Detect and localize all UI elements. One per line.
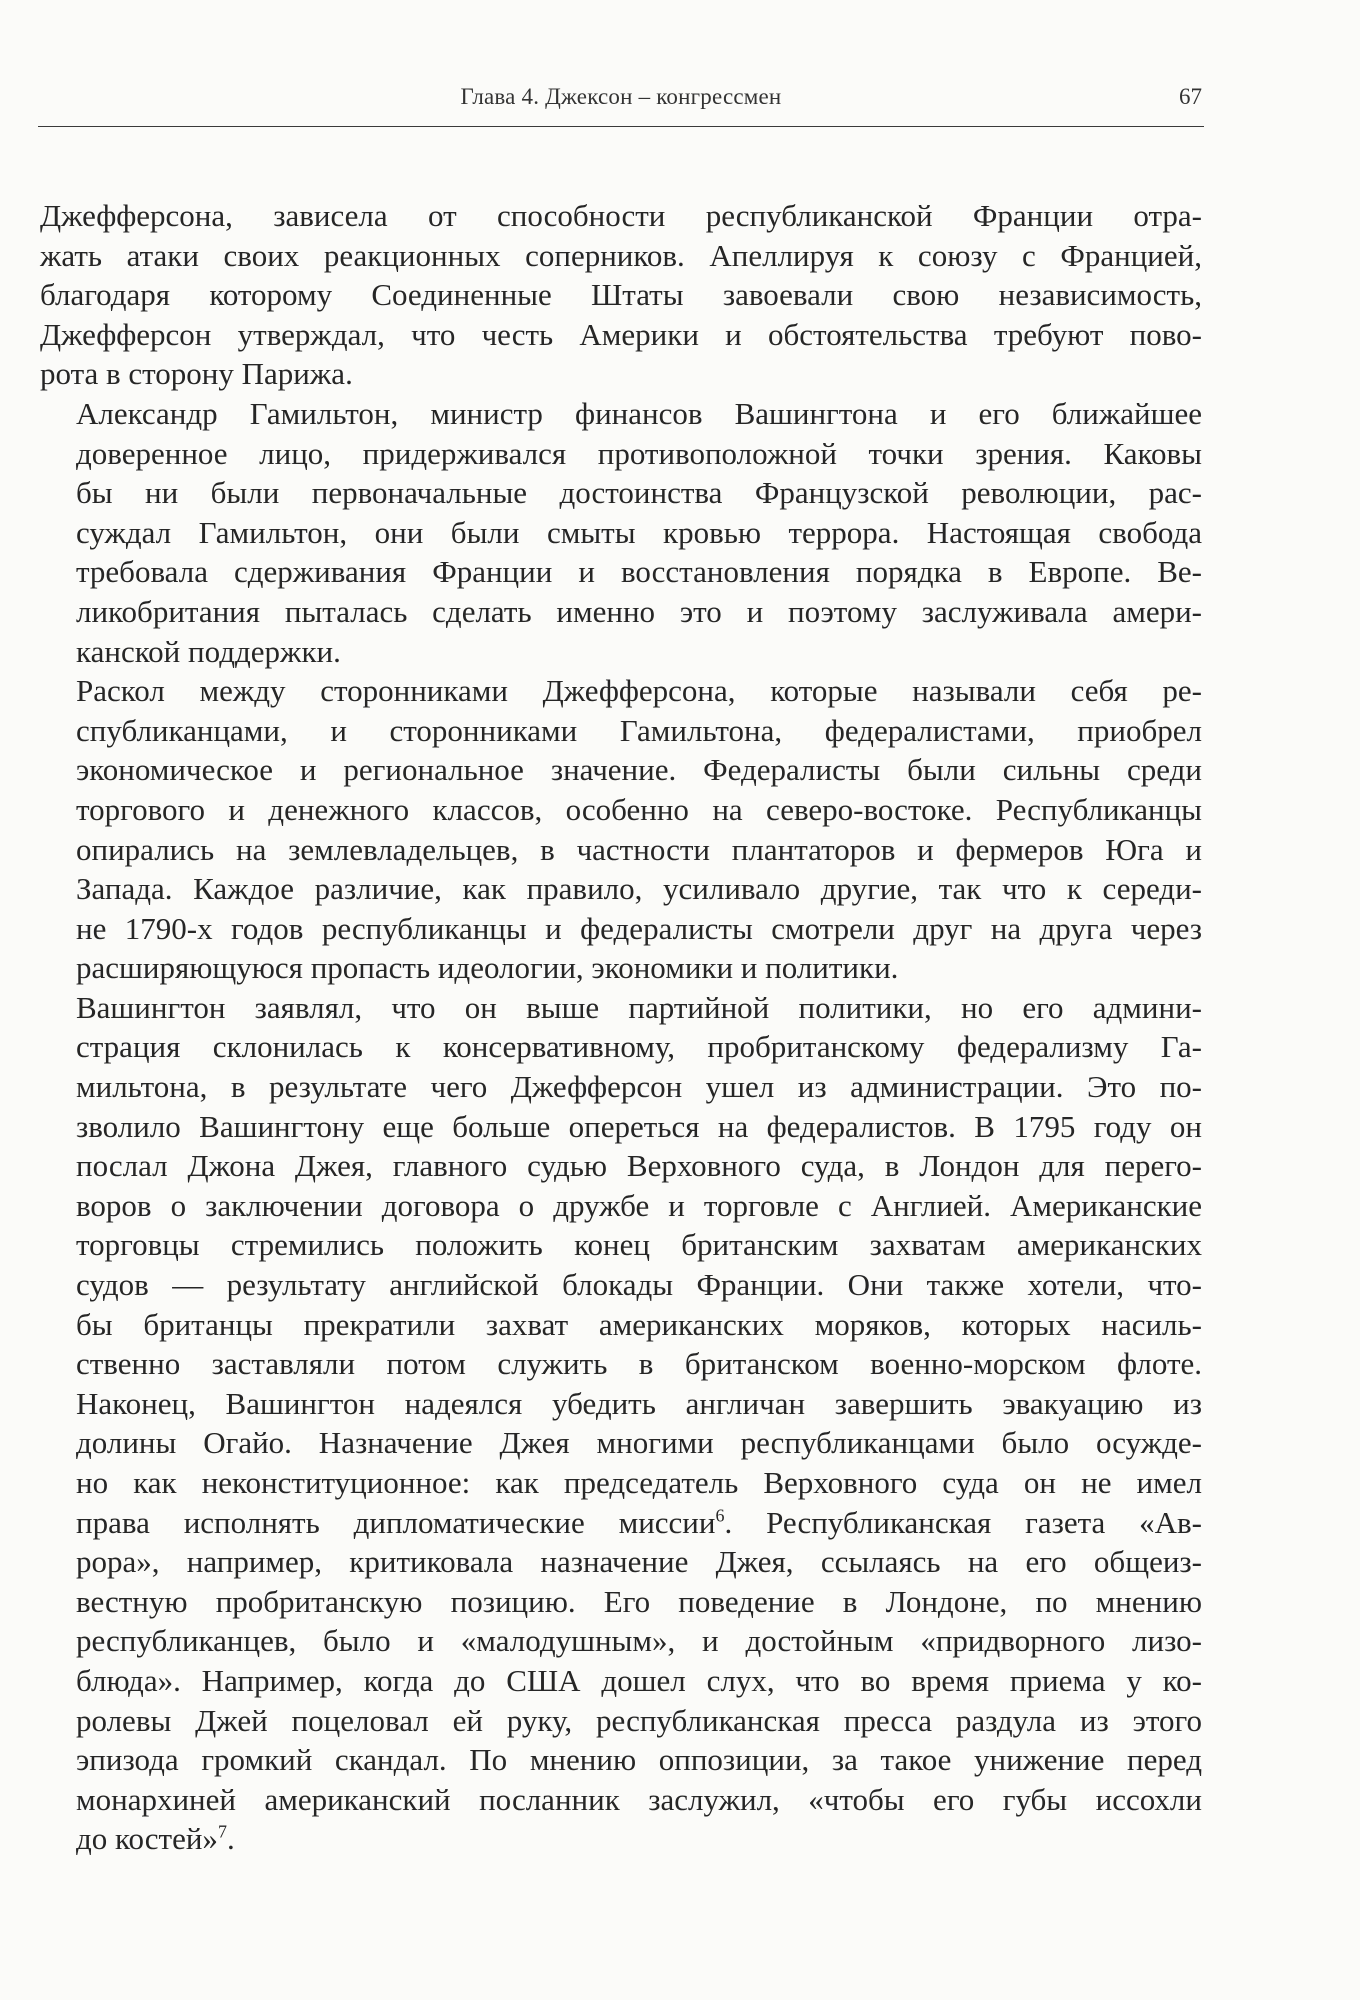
text-line: послал Джона Джея, главного судью Верховного суда, в Лондон для перего- bbox=[76, 1148, 1202, 1184]
running-header bbox=[38, 78, 1204, 127]
text-line: Джефферсона, зависела от способности республиканской Франции отра- bbox=[40, 198, 1202, 233]
text-line: опирались на землевладельцев, в частности плантаторов и фермеров Юга и bbox=[76, 831, 1202, 867]
text-line-with-footnote bbox=[40, 1503, 1202, 1543]
text-line: Джефферсон утверждал, что честь Америки и обстоятельства требуют пово- bbox=[40, 316, 1202, 352]
text-line: вестную пробританскую позицию. Его поведение в Лондоне, по мнению bbox=[76, 1583, 1202, 1619]
text-line: Александр Гамильтон, министр финансов Вашингтона и его ближайшее bbox=[76, 395, 1202, 431]
page-number: 67 bbox=[1179, 84, 1202, 109]
text-line: доверенное лицо, придерживался противоположной точки зрения. Каковы bbox=[76, 435, 1202, 471]
text-line: судов — результату английской блокады Франции. Они также хотели, что- bbox=[76, 1267, 1202, 1303]
text-line: спубликанцами, и сторонниками Гамильтона, федералистами, приобрел bbox=[76, 712, 1202, 748]
text-line: эпизода громкий скандал. По мнению оппозиции, за такое унижение перед bbox=[76, 1742, 1202, 1778]
text-line: торгового и денежного классов, особенно на северо-востоке. Республиканцы bbox=[76, 791, 1202, 827]
text-line: расширяющуюся пропасть идеологии, экономики и политики. bbox=[76, 950, 899, 986]
text-segment: . bbox=[226, 1821, 235, 1857]
chapter-title: Глава 4. Джексон – конгрессмен bbox=[460, 84, 782, 109]
text-line: не 1790-х годов республиканцы и федералисты смотрели друг на друга через bbox=[76, 910, 1202, 946]
text-line: ственно заставляли потом служить в британском военно-морском флоте. bbox=[76, 1346, 1202, 1382]
text-line-with-footnote bbox=[40, 1819, 1202, 1859]
text-line: Запада. Каждое различие, как правило, усиливало другие, так что к середи- bbox=[76, 871, 1202, 907]
text-line: блюда». Например, когда до США дошел слух, что во время приема у ко- bbox=[76, 1662, 1202, 1698]
text-line: благодаря которому Соединенные Штаты завоевали свою независимость, bbox=[40, 277, 1202, 313]
text-line: монархиней американский посланник заслужил, «чтобы его губы иссохли bbox=[76, 1781, 1202, 1817]
paragraph-2 bbox=[40, 394, 1202, 671]
text-line: требовала сдерживания Франции и восстановления порядка в Европе. Ве- bbox=[76, 554, 1202, 590]
text-line: зволило Вашингтону еще больше опереться на федералистов. В 1795 году он bbox=[76, 1108, 1202, 1144]
text-line: бы ни были первоначальные достоинства Французской революции, рас- bbox=[76, 475, 1202, 511]
text-line: страция склонилась к консервативному, пробританскому федерализму Га- bbox=[76, 1029, 1202, 1065]
text-segment: до костей» bbox=[76, 1821, 218, 1857]
text-line: суждал Гамильтон, они были смыты кровью террора. Настоящая свобода bbox=[76, 514, 1202, 550]
paragraph-3 bbox=[40, 671, 1202, 988]
text-line: рота в сторону Парижа. bbox=[40, 356, 353, 392]
text-line: ликобритания пыталась сделать именно это и поэтому заслуживала амери- bbox=[76, 593, 1202, 629]
text-line: ролевы Джей поцеловал ей руку, республиканская пресса раздула из этого bbox=[76, 1702, 1202, 1738]
text-line: торговцы стремились положить конец британским захватам американских bbox=[76, 1227, 1202, 1263]
text-segment: права исполнять дипломатические миссии bbox=[76, 1504, 716, 1540]
text-line: экономическое и региональное значение. Федералисты были сильны среди bbox=[76, 752, 1202, 788]
paragraph-4 bbox=[40, 988, 1202, 1859]
text-line: бы британцы прекратили захват американских моряков, которых насиль- bbox=[76, 1306, 1202, 1342]
text-line: республиканцев, было и «малодушным», и достойным «придворного лизо- bbox=[76, 1623, 1202, 1659]
paragraph-1 bbox=[40, 196, 1202, 394]
footnote-ref: 6 bbox=[715, 1505, 725, 1526]
text-line: мильтона, в результате чего Джефферсон ушел из администрации. Это по- bbox=[76, 1069, 1202, 1105]
text-line: но как неконституционное: как председатель Верховного суда он не имел bbox=[76, 1465, 1202, 1500]
text-line: долины Огайо. Назначение Джея многими республиканцами было осужде- bbox=[76, 1425, 1202, 1461]
text-line: канской поддержки. bbox=[76, 633, 341, 669]
text-line: Наконец, Вашингтон надеялся убедить англичан завершить эвакуацию из bbox=[76, 1385, 1202, 1421]
text-line: Вашингтон заявлял, что он выше партийной политики, но его админи- bbox=[76, 989, 1202, 1025]
text-line: жать атаки своих реакционных соперников. Апеллируя к союзу с Францией, bbox=[40, 237, 1202, 273]
text-segment: . Республиканская газета «Ав- bbox=[724, 1504, 1202, 1540]
text-line: Раскол между сторонниками Джефферсона, которые называли себя ре- bbox=[76, 673, 1202, 709]
text-line: воров о заключении договора о дружбе и торговле с Англией. Американские bbox=[76, 1187, 1202, 1223]
text-line: рора», например, критиковала назначение Джея, ссылаясь на его общеиз- bbox=[76, 1544, 1202, 1580]
body-text bbox=[40, 196, 1202, 1859]
footnote-ref: 7 bbox=[217, 1822, 227, 1843]
